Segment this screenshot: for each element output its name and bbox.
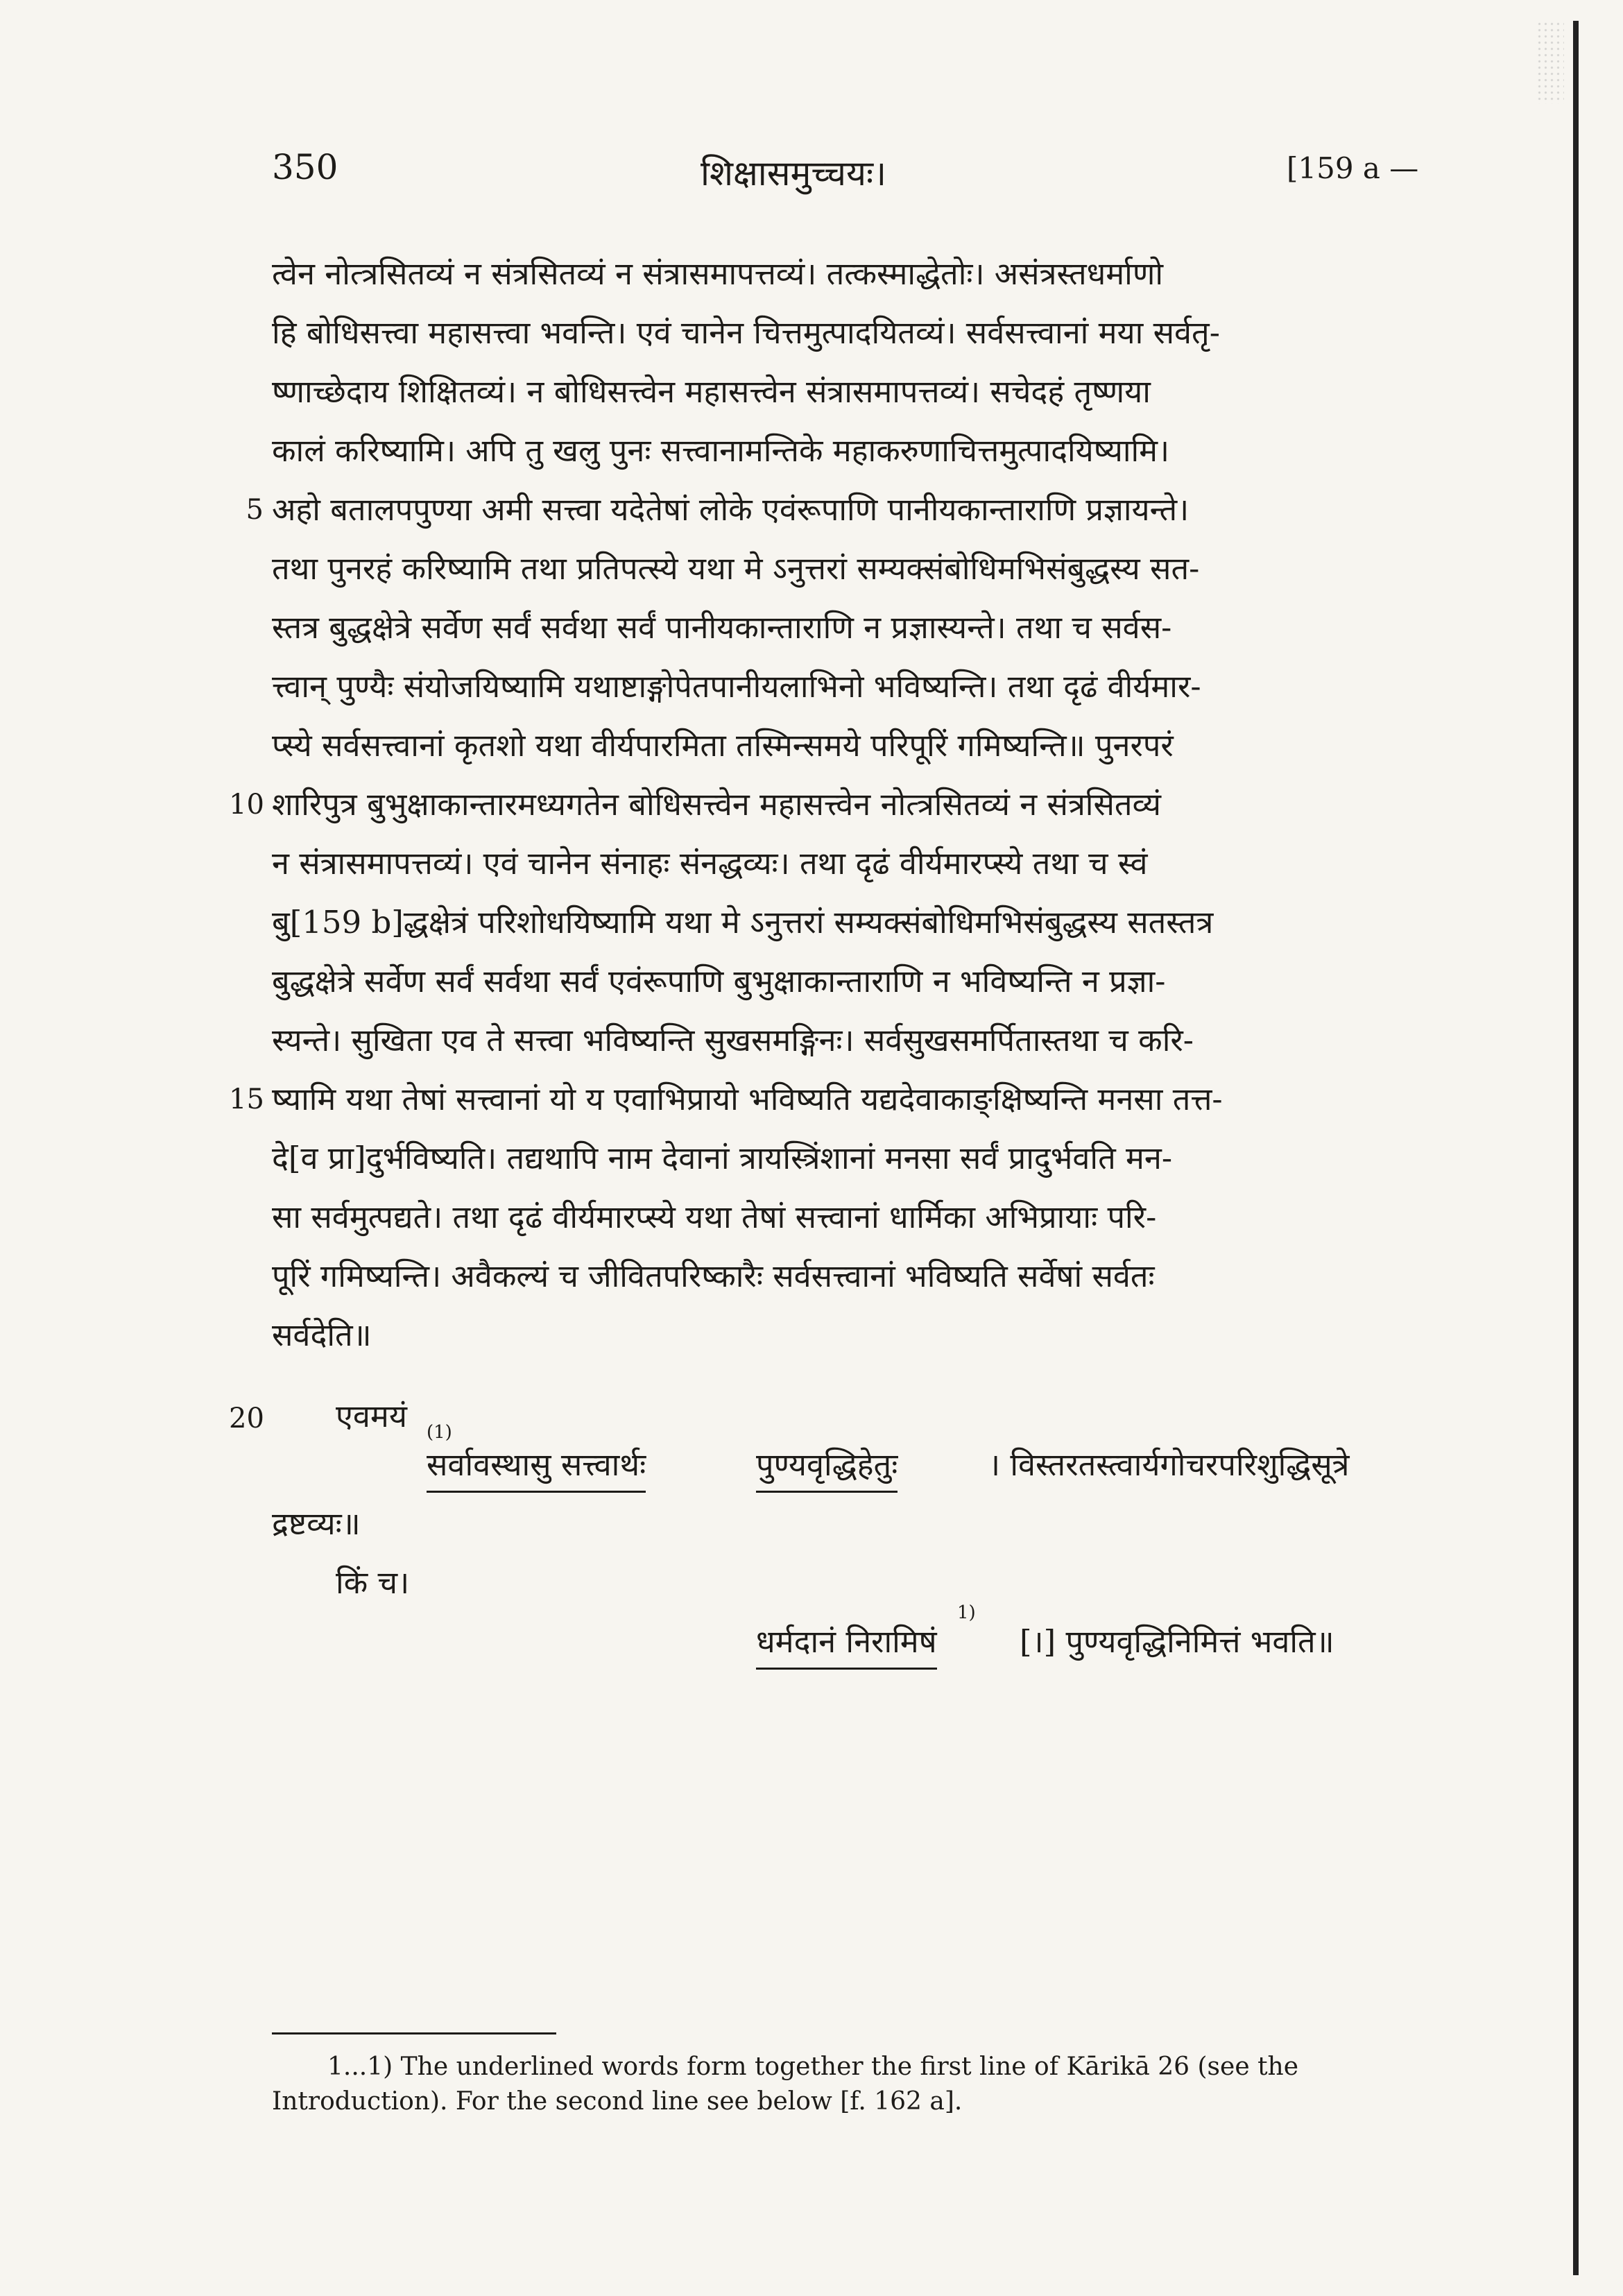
text-line: शारिपुत्र बुभुक्षाकान्तारमध्यगतेन बोधिसत्त्वेन महासत्त्वेन नोत्त्रसितव्यं न संत्रसितव्यं	[272, 786, 1162, 823]
verse-continuation: द्रष्टव्यः॥	[272, 1505, 361, 1542]
footnote-marker: 1)	[957, 1602, 976, 1623]
text-line: सा सर्वमुत्पद्यते। तथा दृढं वीर्यमारप्स्ये यथा तेषां सत्त्वानां धार्मिका अभिप्रायाः परि-	[272, 1199, 1157, 1235]
text-line: पूरिं गमिष्यन्ति। अवैकल्यं च जीवितपरिष्कारैः सर्वसत्त्वानां भविष्यति सर्वेषां सर्वतः	[272, 1258, 1155, 1294]
text-line: बुद्धक्षेत्रे सर्वेण सर्वं सर्वथा सर्वं एवंरूपाणि बुभुक्षाकान्ताराणि न भविष्यन्ति न प्रज्ञा-	[272, 963, 1166, 1000]
karika-underlined-phrase: पुण्यवृद्धिहेतुः	[756, 1443, 898, 1493]
text-line: अहो बतालपपुण्या अमी सत्त्वा यदेतेषां लोके एवंरूपाणि पानीयकान्ताराणि प्रज्ञायन्ते।	[272, 491, 1190, 528]
paper-speckle	[1536, 21, 1564, 104]
text-line: दे[व प्रा]दुर्भविष्यति। तद्यथापि नाम देवानां त्रायस्त्रिंशानां मनसा सर्वं प्रादुर्भवति मन-	[272, 1140, 1173, 1176]
text-line: न संत्रासमापत्तव्यं। एवं चानेन संनाहः संनद्धव्यः। तथा दृढं वीर्यमारप्स्ये तथा च स्वं	[272, 845, 1148, 882]
text-line: प्स्ये सर्वसत्त्वानां कृतशो यथा वीर्यपारमिता तस्मिन्समये परिपूरिं गमिष्यन्ति॥ पुनरपरं	[272, 727, 1174, 764]
line-number: 20	[229, 1403, 264, 1434]
text-line: त्वेन नोत्त्रसितव्यं न संत्रसितव्यं न संत्रासमापत्तव्यं। तत्कस्माद्धेतोः। असंत्रस्तधर्माणो	[272, 255, 1164, 292]
text-line: स्तत्र बुद्धक्षेत्रे सर्वेण सर्वं सर्वथा सर्वं पानीयकान्ताराणि न प्रज्ञास्यन्ते। तथा च सर्वस-	[272, 609, 1172, 646]
text-line: कालं करिष्यामि। अपि तु खलु पुनः सत्त्वानामन्तिके महाकरुणाचित्तमुत्पादयिष्यामि।	[272, 432, 1170, 469]
text-line: सर्वदेति॥	[272, 1317, 372, 1353]
page-header	[0, 147, 1623, 196]
text-line: त्त्वान् पुण्यैः संयोजयिष्यामि यथाष्टाङ्गोपेतपानीयलाभिनो भविष्यन्ति। तथा दृढं वीर्यमार-	[272, 668, 1201, 705]
page-spine-edge	[1573, 21, 1579, 2275]
line-number: 15	[229, 1083, 264, 1115]
text-line: ष्यामि यथा तेषां सत्त्वानां यो य एवाभिप्रायो भविष्यति यद्यदेवाकाङ्क्षिष्यन्ति मनसा तत्त-	[272, 1081, 1223, 1117]
text-line: हि बोधिसत्त्वा महासत्त्वा भवन्ति। एवं चानेन चित्तमुत्पादयितव्यं। सर्वसत्त्वानां मया सर्वतृ-	[272, 314, 1220, 351]
text-line: बु[159 b]द्धक्षेत्रं परिशोधयिष्यामि यथा मे ऽनुत्तरां सम्यक्संबोधिमभिसंबुद्धस्य सतस्तत्र	[272, 904, 1214, 941]
footnote-divider	[272, 2032, 556, 2034]
line-number: 5	[246, 494, 264, 526]
text-line: तथा पुनरहं करिष्यामि तथा प्रतिपत्स्ये यथा मे ऽनुत्तरां सम्यक्संबोधिमभिसंबुद्धस्य सत-	[272, 550, 1200, 587]
footnote-marker: (1)	[427, 1422, 452, 1443]
page-number: 350	[272, 147, 338, 187]
text-line: ष्णाच्छेदाय शिक्षितव्यं। न बोधिसत्त्वेन महासत्त्वेन संत्रासमापत्तव्यं। सचेदहं तृष्णया	[272, 373, 1151, 410]
footnote: 1...1) The underlined words form together the first line of Kārikā 26 (see the Introduction). For the second line see below [f. 162 a].	[272, 2053, 1299, 2116]
verse-intro: एवमयं	[336, 1398, 407, 1434]
verse-continuation: । विस्तरतस्त्वार्यगोचरपरिशुद्धिसूत्रे	[988, 1446, 1350, 1483]
verse-closing: [।] पुण्यवृद्धिनिमित्तं भवति॥	[1020, 1623, 1334, 1660]
running-title: शिक्षासमुच्चयः।	[701, 153, 887, 194]
kim-ca-line: किं च।	[336, 1564, 410, 1601]
folio-reference: [159 a —	[1287, 151, 1419, 185]
karika-underlined-phrase: धर्मदानं निरामिषं	[756, 1620, 937, 1670]
text-line: स्यन्ते। सुखिता एव ते सत्त्वा भविष्यन्ति सुखसमङ्गिनः। सर्वसुखसमर्पितास्तथा च करि-	[272, 1022, 1194, 1059]
line-number: 10	[229, 789, 264, 821]
karika-underlined-phrase: सर्वावस्थासु सत्त्वार्थः	[427, 1443, 646, 1493]
